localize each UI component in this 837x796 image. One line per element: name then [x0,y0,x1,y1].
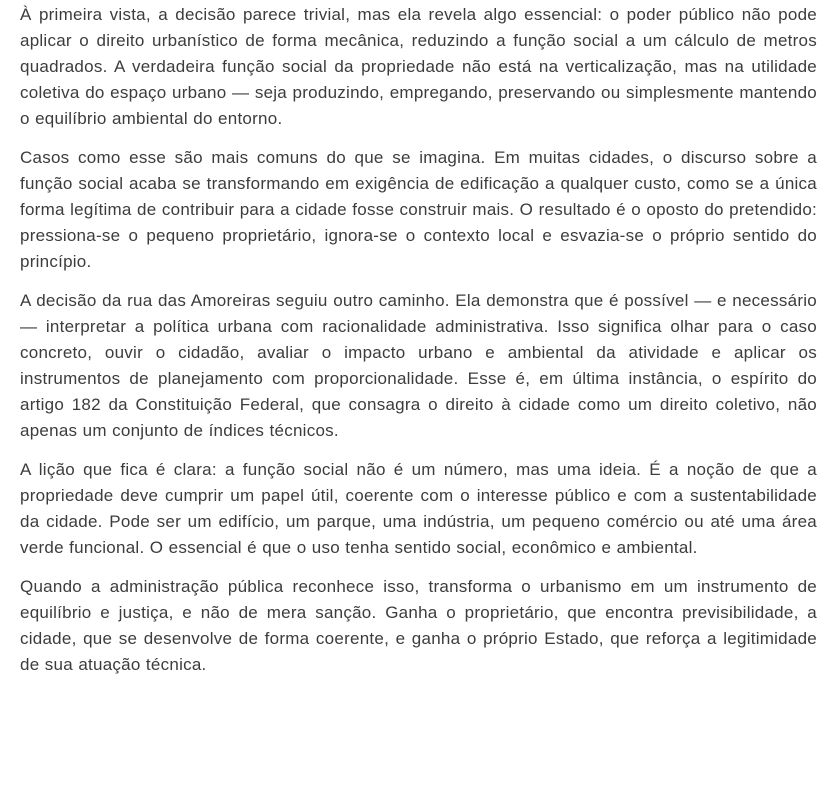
paragraph-3: A decisão da rua das Amoreiras seguiu outro caminho. Ela demonstra que é possível — e necessário — interpretar a política urbana com racionalidade administrativa. Isso significa olhar para o caso concreto, ouvir o cidadão, avaliar o impacto urbano e ambiental da atividade e aplicar os instrumentos de planejamento com proporcionalidade. Esse é, em última instância, o espírito do artigo 182 da Constituição Federal, que consagra o direito à cidade como um direito coletivo, não apenas um conjunto de índices técnicos. [20,291,817,440]
paragraph-2: Casos como esse são mais comuns do que se imagina. Em muitas cidades, o discurso sobre a função social acaba se transformando em exigência de edificação a qualquer custo, como se a única forma legítima de contribuir para a cidade fosse construir mais. O resultado é o oposto do pretendido: pressiona-se o pequeno proprietário, ignora-se o contexto local e esvazia-se o próprio sentido do princípio. [20,148,817,271]
paragraph-1: À primeira vista, a decisão parece trivial, mas ela revela algo essencial: o poder público não pode aplicar o direito urbanístico de forma mecânica, reduzindo a função social a um cálculo de metros quadrados. A verdadeira função social da propriedade não está na verticalização, mas na utilidade coletiva do espaço urbano — seja produzindo, empregando, preservando ou simplesmente mantendo o equilíbrio ambiental do entorno. [20,5,817,128]
article-body [0,2,837,678]
paragraph-5: Quando a administração pública reconhece isso, transforma o urbanismo em um instrumento de equilíbrio e justiça, e não de mera sanção. Ganha o proprietário, que encontra previsibilidade, a cidade, que se desenvolve de forma coerente, e ganha o próprio Estado, que reforça a legitimidade de sua atuação técnica. [20,577,817,674]
paragraph-4: A lição que fica é clara: a função social não é um número, mas uma ideia. É a noção de que a propriedade deve cumprir um papel útil, coerente com o interesse público e com a sustentabilidade da cidade. Pode ser um edifício, um parque, uma indústria, um pequeno comércio ou até uma área verde funcional. O essencial é que o uso tenha sentido social, econômico e ambiental. [20,460,817,557]
